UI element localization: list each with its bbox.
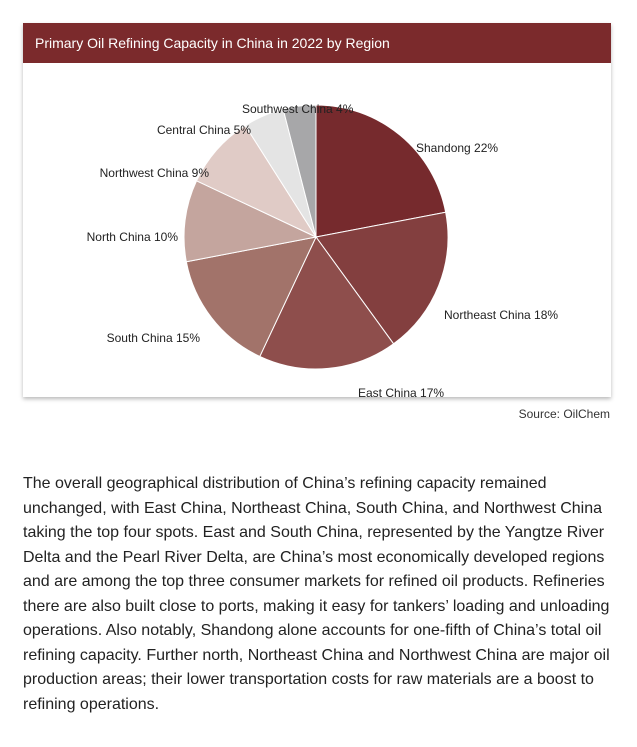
- slice-label-north-china: North China 10%: [86, 230, 178, 244]
- chart-card: [23, 23, 611, 397]
- slice-label-central-china: Central China 5%: [156, 123, 251, 137]
- chart-title: Primary Oil Refining Capacity in China in 2022 by Region: [23, 23, 611, 63]
- pie-chart: [23, 63, 611, 397]
- slice-label-south-china: South China 15%: [106, 331, 200, 345]
- slice-label-shandong: Shandong 22%: [416, 141, 499, 155]
- slice-label-east-china: East China 17%: [358, 386, 445, 397]
- body-paragraph: The overall geographical distribution of China’s refining capacity remained unchanged, with East China, Northeast China, South China, and Northwest China taking the top four spots. East and South China, represented by the Yangtze River Delta and the Pearl River Delta, are China’s most economically developed regions and are among the top three consumer markets for refined oil products. Refineries there are also built close to ports, making it easy for tankers’ loading and unloading operations. Also notably, Shandong alone accounts for one-fifth of China’s total oil refining capacity. Further north, Northeast China and Northwest China are major oil production areas; their lower transportation costs for raw materials are a boost to refining operations.: [23, 475, 610, 713]
- slice-label-southwest-china: Southwest China 4%: [242, 102, 354, 116]
- slice-label-northeast-china: Northeast China 18%: [444, 308, 559, 322]
- source-note: Source: OilChem: [518, 407, 610, 421]
- slice-label-northwest-china: Northwest China 9%: [99, 166, 209, 180]
